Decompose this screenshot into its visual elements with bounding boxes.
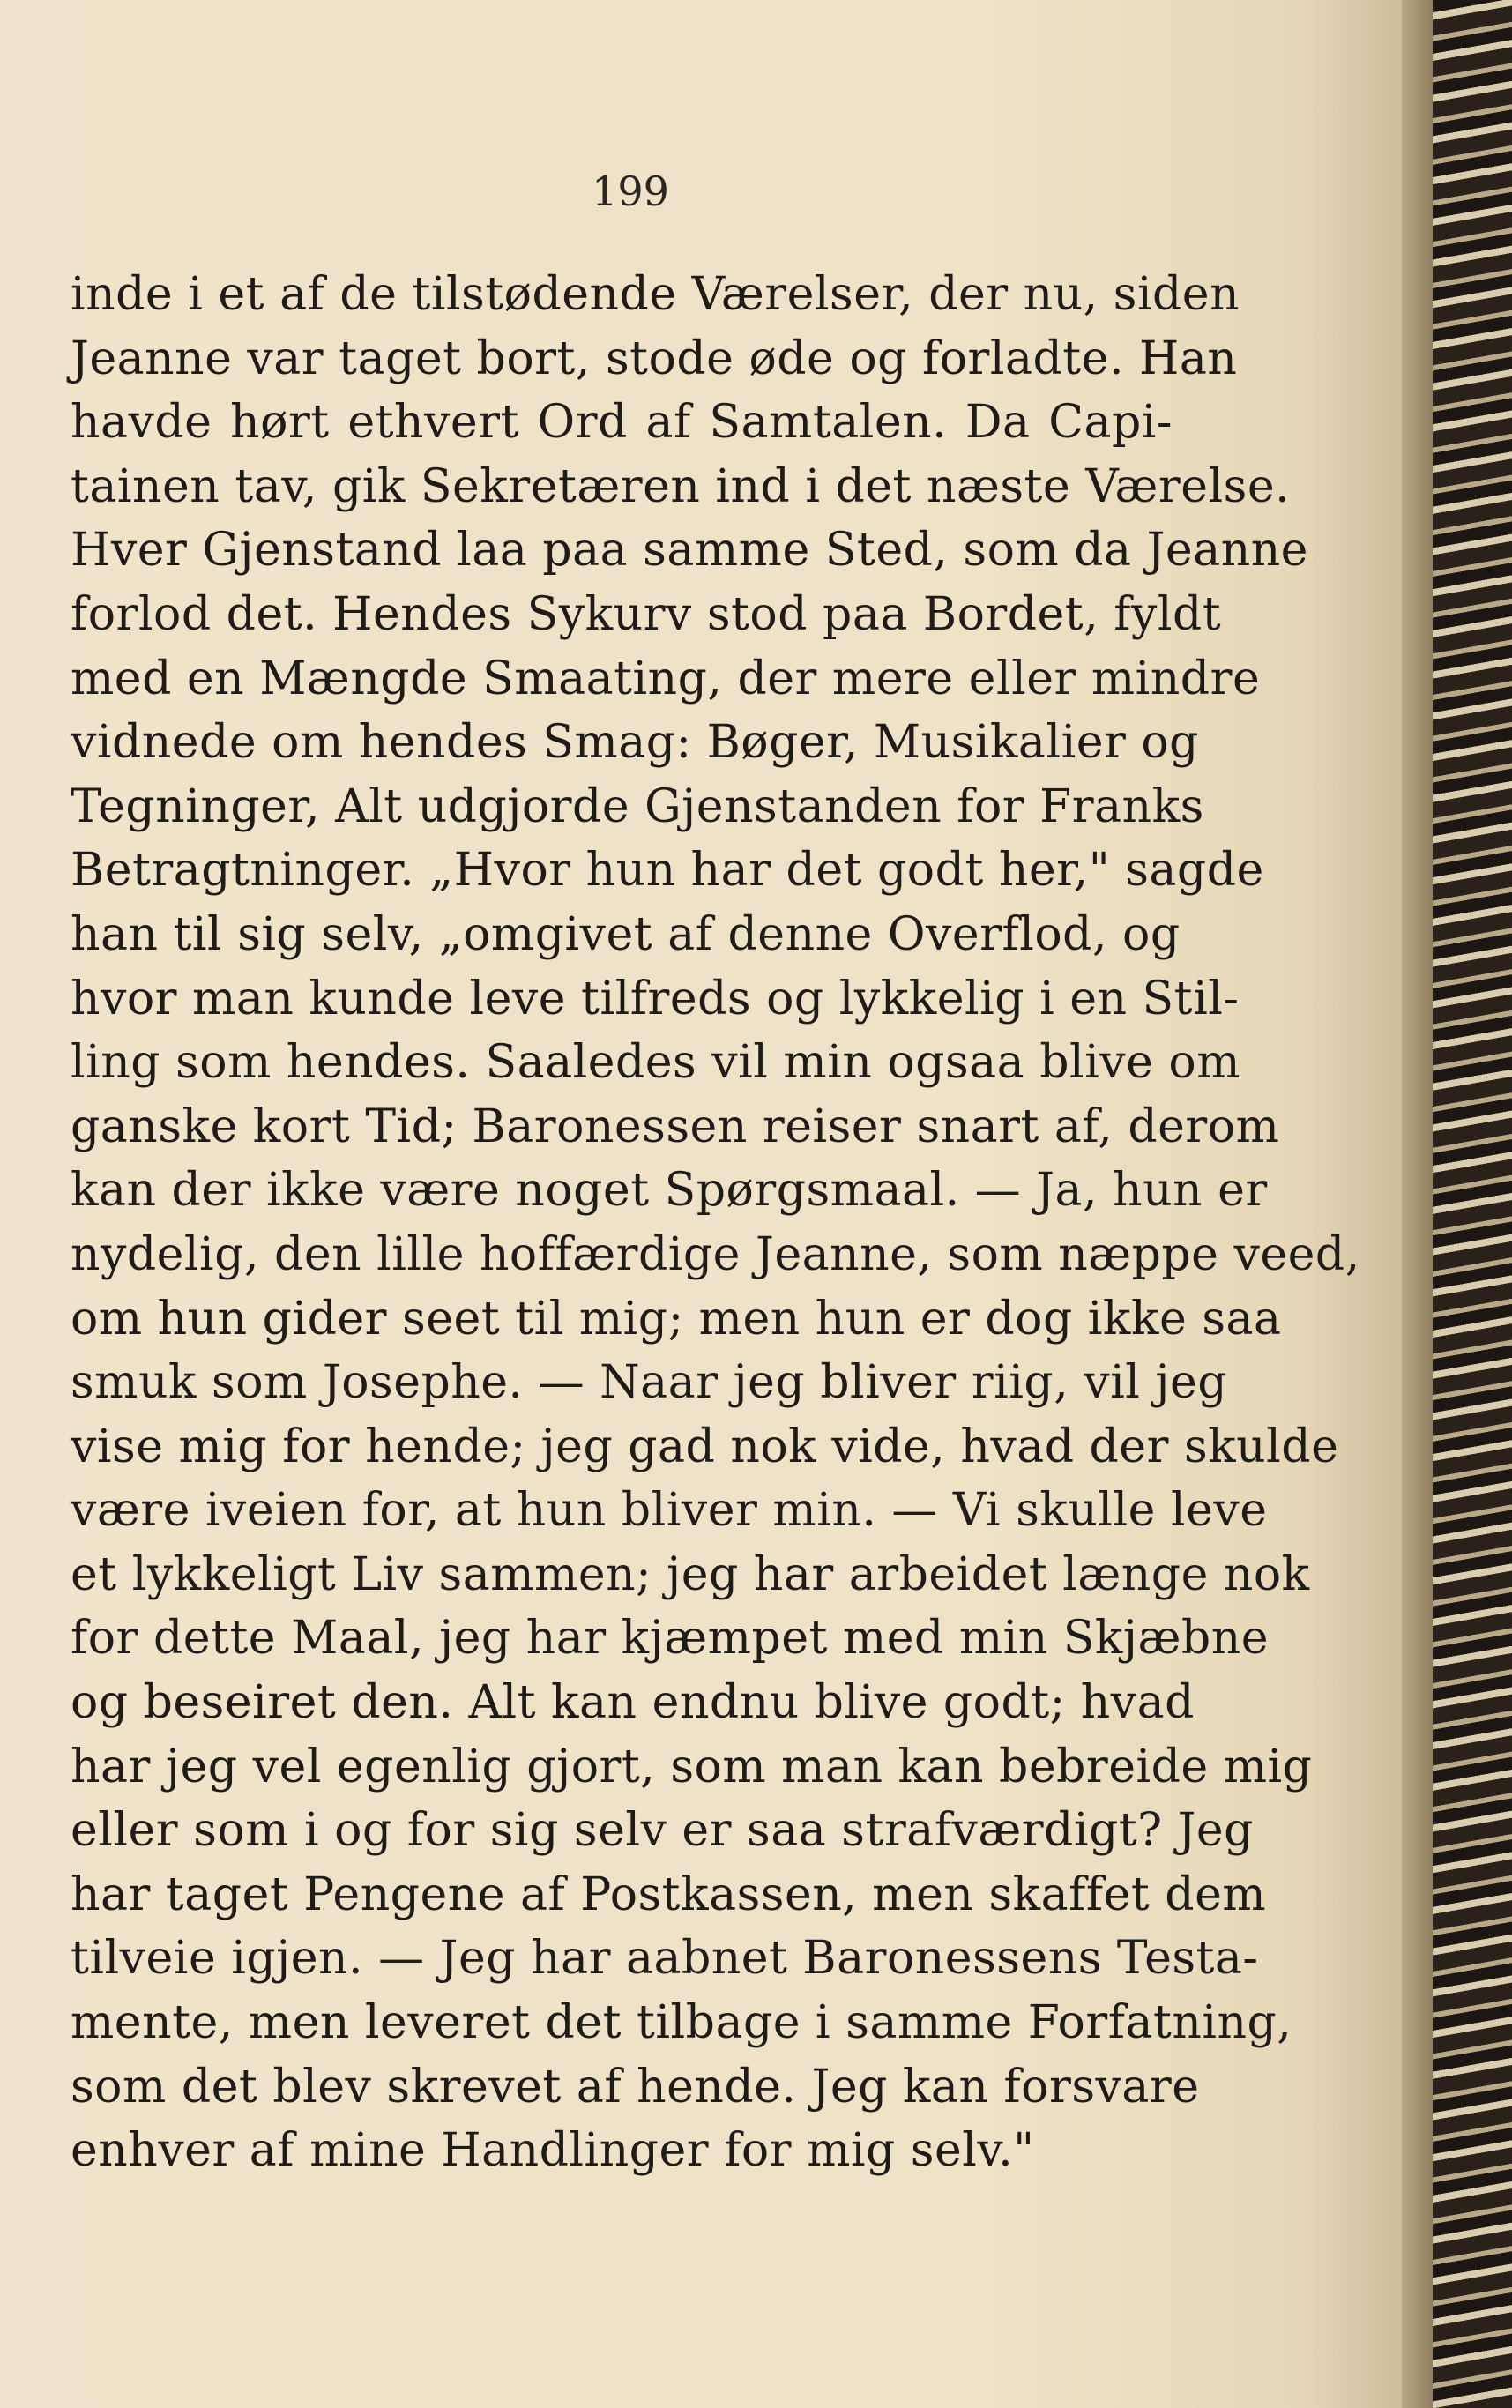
text-line: Betragtninger. „Hvor hun har det godt her," sagde [71, 844, 1264, 898]
text-line: har taget Pengene af Postkassen, men skaffet dem [71, 1868, 1267, 1921]
text-line: mente, men leveret det tilbage i samme Forfatning, [71, 1996, 1292, 2050]
body-text [71, 263, 1360, 2183]
text-line: han til sig selv, „omgivet af denne Overflod, og [71, 907, 1181, 961]
text-line: vidnede om hendes Smag: Bøger, Musikalier og [71, 716, 1199, 770]
text-line: Jeanne var taget bort, stode øde og forladte. Han [71, 332, 1238, 385]
text-line: ling som hendes. Saaledes vil min ogsaa blive om [71, 1036, 1241, 1090]
text-line: et lykkeligt Liv sammen; jeg har arbeidet længe nok [71, 1547, 1310, 1601]
text-line: Hver Gjenstand laa paa samme Sted, som da Jeanne [71, 524, 1308, 578]
text-line: eller som i og for sig selv er saa strafværdigt? Jeg [71, 1804, 1254, 1858]
text-line: kan der ikke være noget Spørgsmaal. — Ja, hun er [71, 1164, 1268, 1218]
text-line: inde i et af de tilstødende Værelser, der nu, siden [71, 268, 1240, 321]
text-line: om hun gider seet til mig; men hun er dog ikke saa [71, 1292, 1282, 1346]
text-line: enhver af mine Handlinger for mig selv." [71, 2124, 1035, 2178]
text-line: Tegninger, Alt udgjorde Gjenstanden for Franks [71, 779, 1204, 833]
page-gutter [1402, 0, 1433, 2408]
text-line: og beseiret den. Alt kan endnu blive godt; hvad [71, 1676, 1195, 1730]
text-line: smuk som Josephe. — Naar jeg bliver riig, vil jeg [71, 1356, 1228, 1410]
text-line: tainen tav, gik Sekretæren ind i det næste Værelse. [71, 459, 1291, 513]
text-line: havde hørt ethvert Ord af Samtalen. Da Capi- [71, 396, 1173, 450]
text-line: ganske kort Tid; Baronessen reiser snart af, derom [71, 1100, 1280, 1153]
text-line: vise mig for hende; jeg gad nok vide, hvad der skulde [71, 1420, 1339, 1473]
text-line: har jeg vel egenlig gjort, som man kan bebreide mig [71, 1740, 1313, 1793]
text-line: som det blev skrevet af hende. Jeg kan forsvare [71, 2060, 1200, 2114]
text-line: tilveie igjen. — Jeg har aabnet Baronessens Testa- [71, 1932, 1259, 1986]
text-line: med en Mængde Smaating, der mere eller mindre [71, 652, 1261, 705]
text-line: for dette Maal, jeg har kjæmpet med min Skjæbne [71, 1612, 1269, 1666]
text-line: forlod det. Hendes Sykurv stod paa Bordet, fyldt [71, 587, 1222, 641]
page-number: 199 [592, 168, 669, 215]
text-line: nydelig, den lille hoffærdige Jeanne, som næppe veed, [71, 1227, 1360, 1281]
text-line: være iveien for, at hun bliver min. — Vi skulle leve [71, 1484, 1268, 1538]
text-line: hvor man kunde leve tilfreds og lykkelig i en Stil- [71, 972, 1240, 1025]
marbled-book-edge [1433, 0, 1512, 2408]
